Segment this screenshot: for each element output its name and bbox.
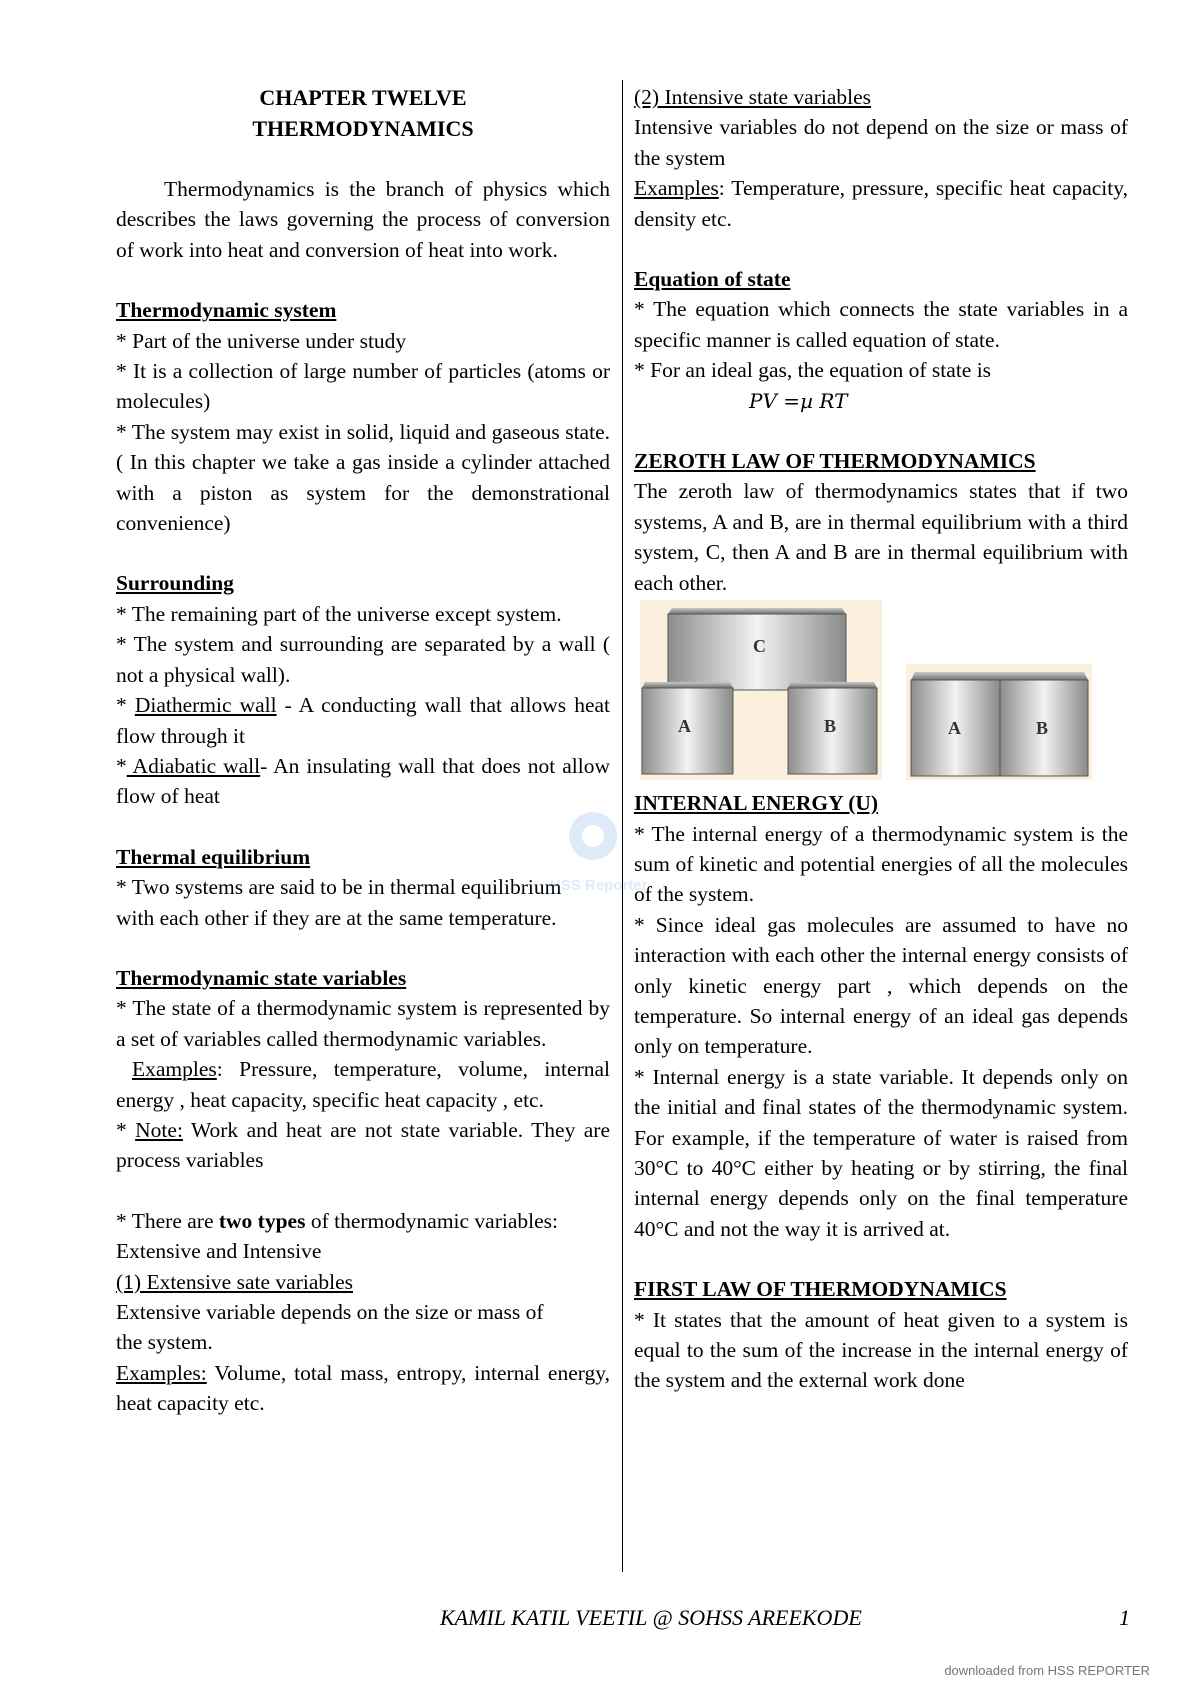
examples-text: : Temperature, pressure, specific heat capacity, density etc. bbox=[634, 176, 1128, 231]
equilibrium-bullet: * Two systems are said to be in thermal equilibrium with each other if they are at the same temperature. bbox=[116, 875, 562, 930]
block-a-contact-label: A bbox=[948, 718, 961, 739]
zeroth-law-heading: ZEROTH LAW OF THERMODYNAMICS bbox=[634, 449, 1036, 474]
diathermic-term: Diathermic wall bbox=[134, 693, 277, 718]
ideal-gas-formula: PV =µ RT bbox=[749, 388, 848, 413]
system-bullet: * The system may exist in solid, liquid and gaseous state. ( In this chapter we take a gas inside a cylinder attached with a piston as system for the demonstrational convenience) bbox=[116, 419, 610, 536]
equation-of-state-bullet: * For an ideal gas, the equation of state is bbox=[634, 358, 992, 383]
left-column bbox=[116, 82, 610, 1419]
surrounding-heading: Surrounding bbox=[116, 571, 234, 596]
extensive-heading: (1) Extensive sate variables bbox=[116, 1269, 354, 1294]
adiabatic-definition: - An insulating wall that does not allow flow of heat bbox=[116, 753, 611, 809]
note-bullet bbox=[116, 1115, 610, 1176]
examples-text: Volume, total mass, entropy, internal energy, heat capacity etc. bbox=[116, 1360, 610, 1416]
note-text: Work and heat are not state variable. They are process variables bbox=[116, 1117, 610, 1173]
first-law-bullet: * It states that the amount of heat given to a system is equal to the sum of the increase in the internal energy of the system and the external work done bbox=[634, 1307, 1128, 1393]
block-b-label: B bbox=[824, 716, 837, 737]
note-label: Note: bbox=[135, 1117, 183, 1142]
extensive-text: Extensive variable depends on the size or mass of the system. bbox=[116, 1300, 544, 1355]
zeroth-law-text: The zeroth law of thermodynamics states that if two systems, A and B, are in thermal equilibrium with a third system, C, then A and B are in thermal equilibrium with each other. bbox=[634, 479, 1128, 595]
surrounding-bullet: * The remaining part of the universe except system. bbox=[116, 601, 562, 626]
types-bold: two types bbox=[218, 1208, 306, 1233]
diathermic-bullet bbox=[116, 690, 610, 751]
internal-energy-bullet: * Since ideal gas molecules are assumed to have no interaction with each other the internal energy consists of only kinetic energy part , which depends on the temperature. So internal energy of an ideal gas depends only on temperature. bbox=[634, 912, 1128, 1059]
types-prefix: * There are bbox=[116, 1208, 219, 1233]
intensive-text: Intensive variables do not depend on the size or mass of the system bbox=[634, 115, 1128, 170]
diathermic-definition: - A conducting wall that allows heat flow through it bbox=[116, 693, 611, 748]
system-bullet: * It is a collection of large number of particles (atoms or molecules) bbox=[116, 359, 610, 414]
internal-energy-bullet: * The internal energy of a thermodynamic system is the sum of kinetic and potential energies of all the molecules of the system. bbox=[634, 821, 1128, 907]
examples-text: : Pressure, temperature, volume, internal energy , heat capacity, specific heat capacity , etc. bbox=[116, 1057, 610, 1112]
system-bullet: * Part of the universe under study bbox=[116, 328, 407, 353]
internal-energy-heading: INTERNAL ENERGY (U) bbox=[634, 791, 879, 816]
block-pair-top bbox=[911, 672, 1088, 680]
examples-label: Examples bbox=[634, 176, 719, 201]
watermark-icon bbox=[548, 808, 658, 898]
page-footer bbox=[440, 1605, 1130, 1631]
block-c-top bbox=[668, 608, 846, 614]
examples-label: Examples bbox=[132, 1057, 217, 1082]
block-a-top bbox=[642, 682, 733, 688]
adiabatic-bullet bbox=[116, 751, 610, 812]
intensive-heading: (2) Intensive state variables bbox=[634, 85, 872, 109]
bullet-star: * bbox=[116, 693, 135, 718]
chapter-title: THERMODYNAMICS bbox=[252, 116, 474, 141]
state-variables-heading: Thermodynamic state variables bbox=[116, 965, 407, 990]
intensive-examples bbox=[634, 173, 1128, 234]
right-column bbox=[634, 82, 1128, 1396]
download-note: downloaded from HSS REPORTER bbox=[944, 1663, 1150, 1678]
equation-of-state-heading: Equation of state bbox=[634, 267, 791, 292]
first-law-heading: FIRST LAW OF THERMODYNAMICS bbox=[634, 1277, 1007, 1302]
zeroth-law-diagram bbox=[634, 600, 1128, 782]
block-a-label: A bbox=[678, 716, 691, 737]
surrounding-bullet: * The system and surrounding are separated by a wall ( not a physical wall). bbox=[116, 632, 610, 687]
footer-author: KAMIL KATIL VEETIL @ SOHSS AREEKODE bbox=[440, 1605, 862, 1630]
bullet-star: * bbox=[116, 1117, 136, 1142]
watermark-logo bbox=[548, 808, 658, 898]
state-variables-bullet: * The state of a thermodynamic system is represented by a set of variables called thermodynamic variables. bbox=[116, 996, 610, 1051]
types-suffix: of thermodynamic variables: Extensive and Intensive bbox=[116, 1208, 559, 1264]
adiabatic-term: Adiabatic wall bbox=[126, 753, 261, 778]
page-number: 1 bbox=[1119, 1605, 1130, 1630]
examples-label: Examples: bbox=[116, 1360, 207, 1385]
zeroth-law-figure bbox=[634, 600, 1128, 782]
watermark-text: HSS Reporter bbox=[550, 877, 648, 894]
equation-of-state-bullet: * The equation which connects the state variables in a specific manner is called equation of state. bbox=[634, 297, 1128, 352]
internal-energy-bullet: * Internal energy is a state variable. It depends only on the initial and final states of the thermodynamic system. For example, if the temperature of water is raised from 30°C to 40°C either by heating or by stirring, the final internal energy depends only on the final temperature 40°C and not the way it is arrived at. bbox=[634, 1064, 1128, 1241]
types-bullet bbox=[116, 1206, 610, 1267]
intro-paragraph: Thermodynamics is the branch of physics which describes the laws governing the process of conversion of work into heat and conversion of heat into work. bbox=[116, 177, 610, 262]
block-b-top bbox=[788, 682, 877, 688]
system-heading: Thermodynamic system bbox=[116, 298, 337, 323]
block-b-contact-label: B bbox=[1036, 718, 1049, 739]
equilibrium-heading: Thermal equilibrium bbox=[116, 844, 311, 869]
bullet-star: * bbox=[116, 753, 127, 778]
extensive-examples bbox=[116, 1358, 610, 1419]
state-variables-examples bbox=[116, 1054, 610, 1115]
block-c-label: C bbox=[753, 636, 766, 657]
chapter-label: CHAPTER TWELVE bbox=[259, 85, 467, 110]
